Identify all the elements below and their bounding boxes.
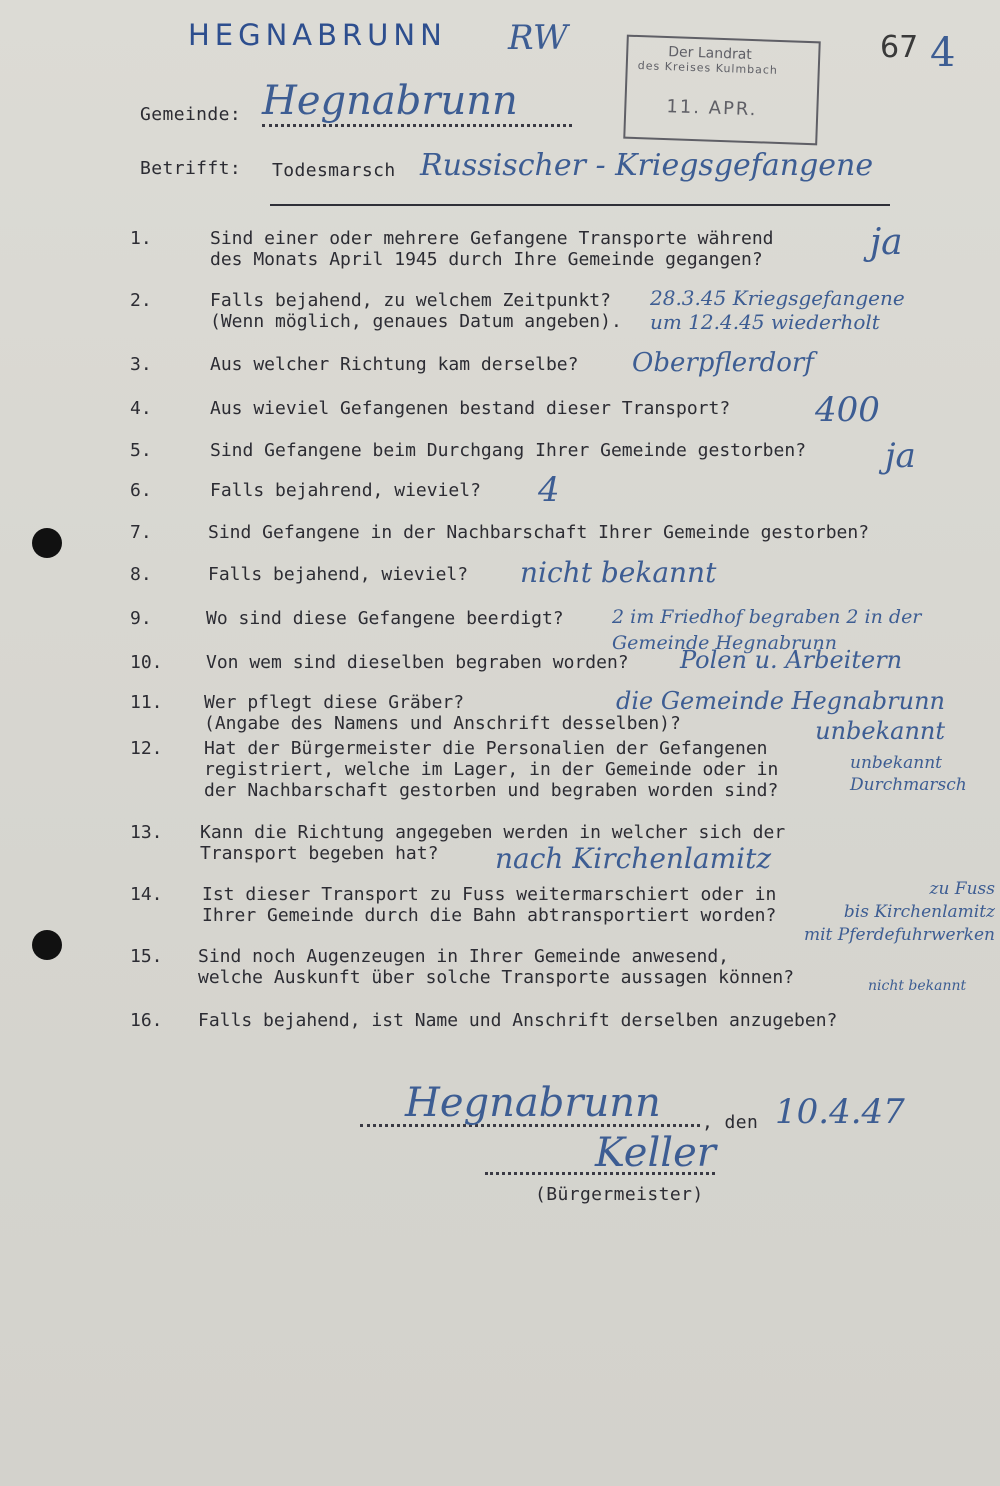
question-number: 13. bbox=[130, 822, 163, 843]
buergermeister-label: (Bürgermeister) bbox=[535, 1184, 704, 1205]
gemeinde-value: Hegnabrunn bbox=[262, 78, 518, 124]
question-text: Falls bejahend, wieviel? bbox=[208, 564, 469, 585]
question-number: 6. bbox=[130, 480, 152, 501]
stamp-date: 11. APR. bbox=[666, 96, 758, 121]
punch-hole-bottom bbox=[32, 930, 62, 960]
question-number: 11. bbox=[130, 692, 163, 713]
question-answer: Polen u. Arbeitern bbox=[680, 646, 903, 674]
stamp-line-1: Der Landrat bbox=[668, 44, 753, 64]
question-text: Wo sind diese Gefangene beerdigt? bbox=[206, 608, 564, 629]
question-number: 16. bbox=[130, 1010, 163, 1031]
betrifft-typed: Todesmarsch bbox=[272, 160, 396, 181]
question-answer: ja bbox=[870, 222, 903, 263]
question-text: Aus wieviel Gefangenen bestand dieser Transport? bbox=[210, 398, 731, 419]
question-text: Kann die Richtung angegeben werden in welcher sich der Transport begeben hat? bbox=[200, 822, 786, 864]
question-text: Von wem sind dieselben begraben worden? bbox=[206, 652, 629, 673]
question-number: 15. bbox=[130, 946, 163, 967]
question-number: 8. bbox=[130, 564, 152, 585]
question-answer: nicht bekannt bbox=[868, 978, 967, 994]
landrat-stamp bbox=[623, 35, 821, 146]
question-text: Falls bejahend, ist Name und Anschrift derselben anzugeben? bbox=[198, 1010, 838, 1031]
question-answer: nicht bekannt bbox=[520, 556, 717, 589]
gemeinde-label: Gemeinde: bbox=[140, 104, 242, 125]
question-answer: zu Fuss bis Kirchenlamitz mit Pferdefuhrwerken bbox=[803, 879, 995, 945]
question-number: 2. bbox=[130, 290, 152, 311]
question-text: Hat der Bürgermeister die Personalien der Gefangenen registriert, welche im Lager, in der Gemeinde oder in der Nachbarschaft gestorben und begraben worden sind? bbox=[204, 738, 779, 801]
signature-name: Keller bbox=[595, 1130, 716, 1176]
question-number: 14. bbox=[130, 884, 163, 905]
question-answer: unbekannt Durchmarsch bbox=[850, 753, 967, 795]
question-answer: die Gemeinde Hegnabrunn unbekannt bbox=[615, 687, 945, 745]
question-text: Ist dieser Transport zu Fuss weitermarschiert oder in Ihrer Gemeinde durch die Bahn abtransportiert worden? bbox=[202, 884, 777, 926]
signature-place: Hegnabrunn bbox=[405, 1080, 661, 1126]
question-text: Falls bejahend, zu welchem Zeitpunkt? (Wenn möglich, genaues Datum angeben). bbox=[210, 290, 622, 332]
question-number: 9. bbox=[130, 608, 152, 629]
question-number: 4. bbox=[130, 398, 152, 419]
place-title: HEGNABRUNN bbox=[188, 18, 447, 52]
question-number: 1. bbox=[130, 228, 152, 249]
question-text: Sind Gefangene in der Nachbarschaft Ihrer Gemeinde gestorben? bbox=[208, 522, 870, 543]
betrifft-underline bbox=[270, 204, 890, 206]
question-answer: nach Kirchenlamitz bbox=[495, 842, 772, 875]
question-answer: ja bbox=[885, 436, 916, 476]
gemeinde-dotted-line bbox=[262, 124, 572, 127]
question-answer: 4 bbox=[538, 470, 560, 510]
question-number: 3. bbox=[130, 354, 152, 375]
question-text: Wer pflegt diese Gräber? (Angabe des Namens und Anschrift desselben)? bbox=[204, 692, 681, 734]
question-answer: 2 im Friedhof begraben 2 in der Gemeinde Hegnabrunn bbox=[612, 606, 922, 654]
question-number: 5. bbox=[130, 440, 152, 461]
question-text: Sind noch Augenzeugen in Ihrer Gemeinde anwesend, welche Auskunft über solche Transporte aussagen können? bbox=[198, 946, 795, 988]
stamp-line-2: des Kreises Kulmbach bbox=[637, 59, 779, 77]
question-text: Sind einer oder mehrere Gefangene Transporte während des Monats April 1945 durch Ihre Gemeinde gegangen? bbox=[210, 228, 774, 270]
question-answer: 28.3.45 Kriegsgefangene um 12.4.45 wiederholt bbox=[650, 286, 905, 334]
page-number-handwritten: 4 bbox=[930, 30, 956, 76]
page-number: 67 bbox=[880, 30, 919, 65]
question-number: 12. bbox=[130, 738, 163, 759]
question-text: Aus welcher Richtung kam derselbe? bbox=[210, 354, 579, 375]
question-text: Sind Gefangene beim Durchgang Ihrer Gemeinde gestorben? bbox=[210, 440, 807, 461]
betrifft-label: Betrifft: bbox=[140, 158, 242, 179]
question-number: 7. bbox=[130, 522, 152, 543]
punch-hole-top bbox=[32, 528, 62, 558]
question-number: 10. bbox=[130, 652, 163, 673]
signature-date: 10.4.47 bbox=[775, 1092, 905, 1132]
question-answer: 400 bbox=[815, 390, 880, 430]
question-text: Falls bejahrend, wieviel? bbox=[210, 480, 481, 501]
initials: RW bbox=[508, 18, 568, 58]
date-label: , den bbox=[702, 1112, 759, 1133]
betrifft-value: Russischer - Kriegsgefangene bbox=[420, 148, 874, 183]
question-answer: Oberpflerdorf bbox=[632, 348, 814, 378]
